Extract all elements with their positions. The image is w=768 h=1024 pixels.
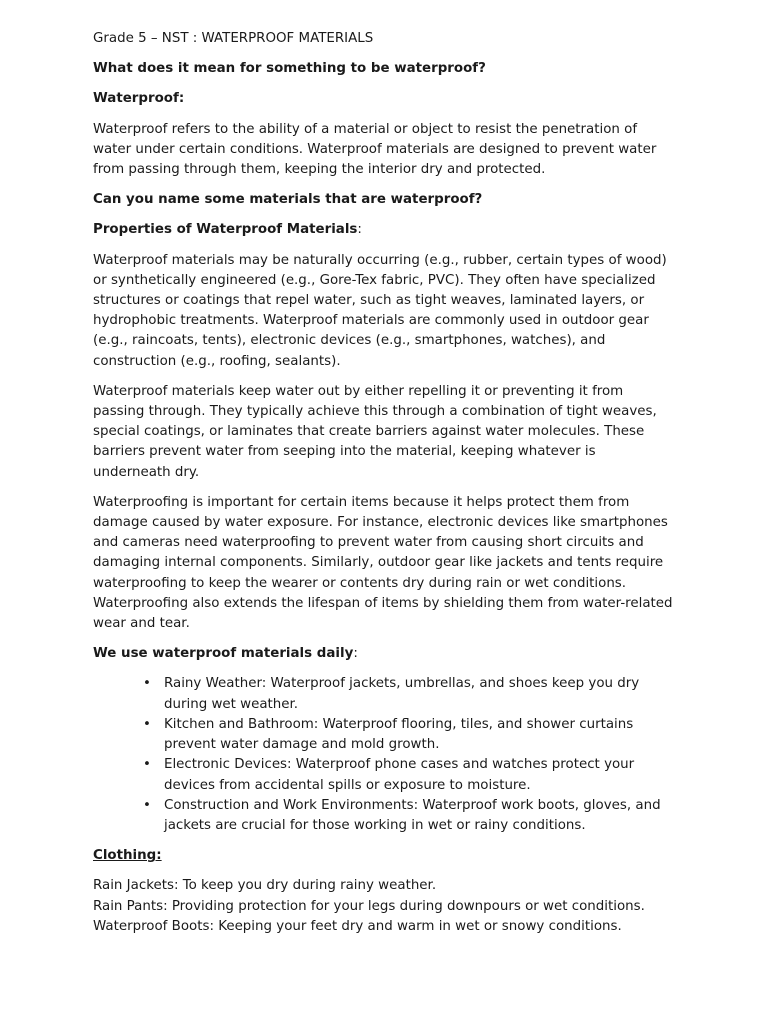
clothing-line-waterproof-boots: Waterproof Boots: Keeping your feet dry and warm in wet or snowy conditions. xyxy=(93,918,622,934)
list-item-text: Kitchen and Bathroom: Waterproof flooring, tiles, and shower curtains prevent water damage and mold growth. xyxy=(164,716,634,753)
clothing-line-rain-jackets: Rain Jackets: To keep you dry during rainy weather. xyxy=(93,878,437,894)
properties-heading xyxy=(93,220,675,240)
bullet-icon: • xyxy=(143,757,151,773)
daily-use-heading-colon: : xyxy=(353,646,358,662)
list-item-text: Rainy Weather: Waterproof jackets, umbrellas, and shoes keep you dry during wet weather. xyxy=(164,676,640,712)
bullet-icon: • xyxy=(143,797,151,813)
properties-heading-colon: : xyxy=(357,222,362,238)
clothing-list xyxy=(93,876,675,937)
daily-use-heading-text: We use waterproof materials daily xyxy=(93,646,354,662)
bullet-icon: • xyxy=(143,676,151,692)
clothing-heading: Clothing: xyxy=(93,848,162,864)
list-item xyxy=(143,674,675,714)
daily-use-heading xyxy=(93,644,675,664)
properties-heading-text: Properties of Waterproof Materials xyxy=(93,222,358,238)
question-name-materials: Can you name some materials that are waterproof? xyxy=(93,192,483,208)
document-page xyxy=(93,29,675,937)
waterproof-heading: Waterproof: xyxy=(93,91,185,107)
waterproof-definition: Waterproof refers to the ability of a material or object to resist the penetration of water under certain conditions. Waterproof materials are designed to prevent water from passing through them, keeping the interior dry and protected. xyxy=(93,121,657,178)
clothing-line-rain-pants: Rain Pants: Providing protection for your legs during downpours or wet conditions. xyxy=(93,898,645,914)
list-item-text: Electronic Devices: Waterproof phone cases and watches protect your devices from accidental spills or exposure to moisture. xyxy=(164,757,635,793)
list-item xyxy=(143,755,675,795)
paragraph-properties: Waterproof materials may be naturally occurring (e.g., rubber, certain types of wood) or synthetically engineered (e.g., Gore-Tex fabric, PVC). They often have specialized structures or coatings that repel water, such as tight weaves, laminated layers, or hydrophobic treatments. Waterproof materials are commonly used in outdoor gear (e.g., raincoats, tents), electronic devices (e.g., smartphones, watches), and construction (e.g., roofing, sealants). xyxy=(93,252,667,369)
list-item xyxy=(143,796,675,836)
document-title: Grade 5 – NST : WATERPROOF MATERIALS xyxy=(93,31,374,46)
list-item xyxy=(143,715,675,755)
question-waterproof-meaning: What does it mean for something to be waterproof? xyxy=(93,61,486,77)
list-item-text: Construction and Work Environments: Waterproof work boots, gloves, and jackets are crucial for those working in wet or rainy conditions. xyxy=(164,797,661,833)
bullet-icon: • xyxy=(143,716,151,732)
paragraph-how-it-works: Waterproof materials keep water out by either repelling it or preventing it from passing through. They typically achieve this through a combination of tight weaves, special coatings, or laminates that create barriers against water molecules. These barriers prevent water from seeping into the material, keeping whatever is underneath dry. xyxy=(93,383,657,480)
paragraph-importance: Waterproofing is important for certain items because it helps protect them from damage caused by water exposure. For instance, electronic devices like smartphones and cameras need waterproofing to prevent water from causing short circuits and damaging internal components. Similarly, outdoor gear like jackets and tents require waterproofing to keep the wearer or contents dry during rain or wet conditions. Waterproofing also extends the lifespan of items by shielding them from water-related wear and tear. xyxy=(93,494,673,632)
daily-use-list xyxy=(93,674,675,836)
